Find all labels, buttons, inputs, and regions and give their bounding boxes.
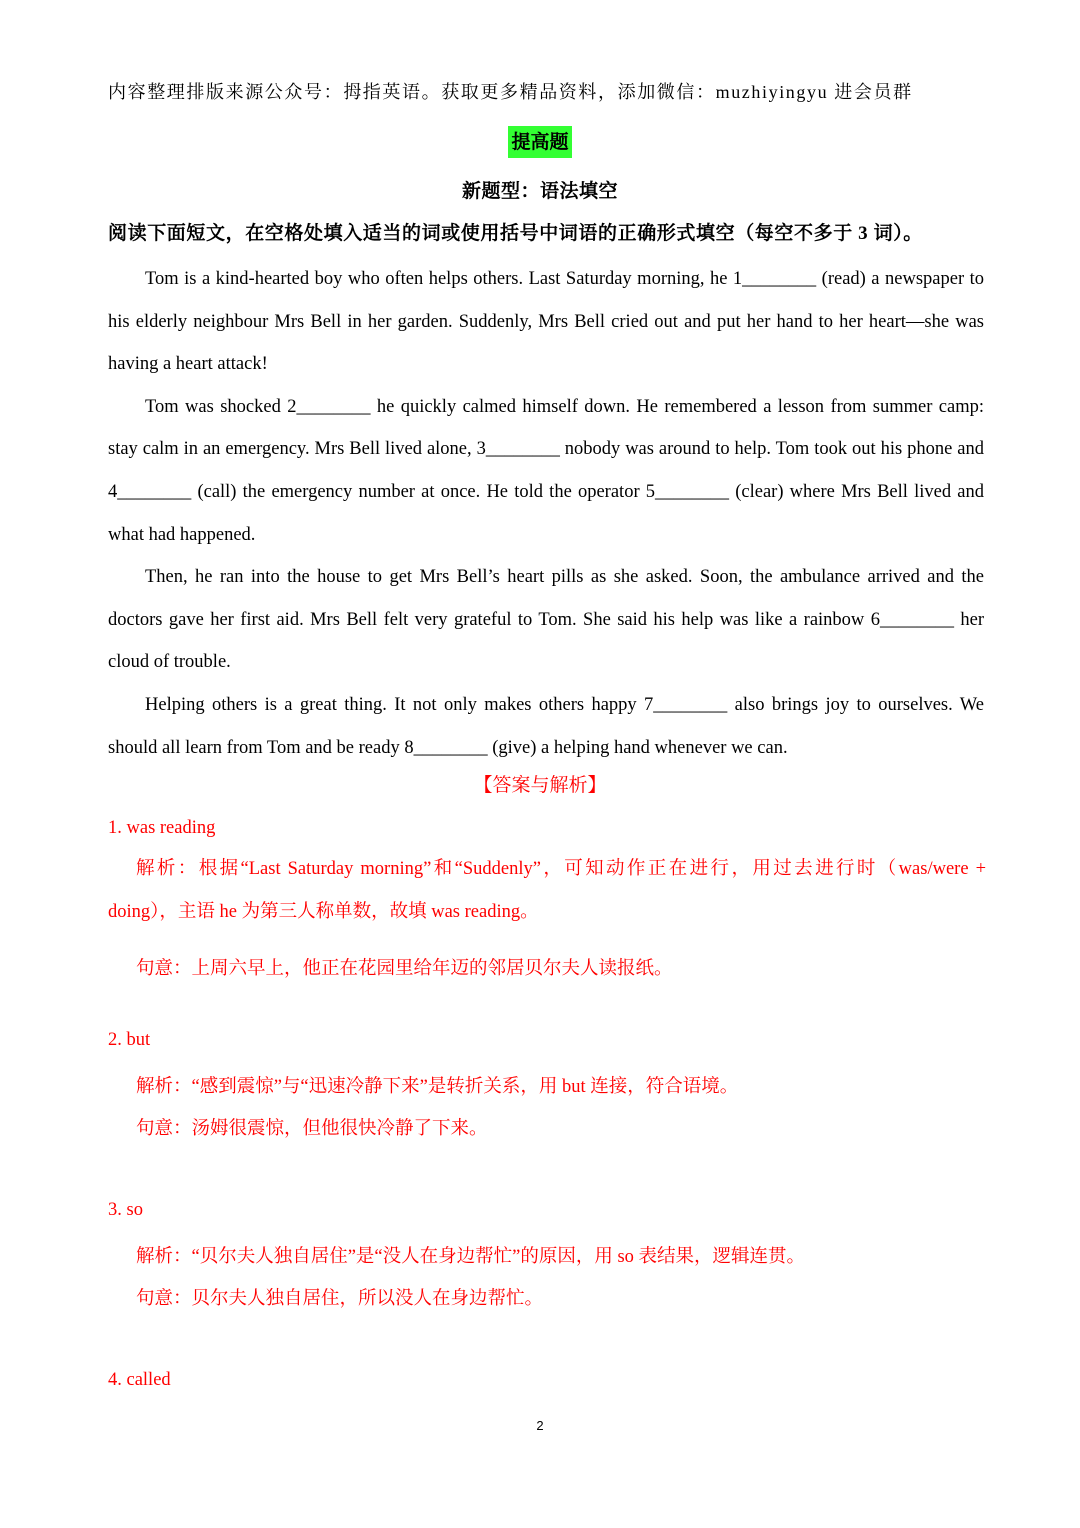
badge-wrapper — [0, 126, 1080, 158]
answer-meaning: 句意：贝尔夫人独自居住，所以没人在身边帮忙。 — [136, 1289, 544, 1309]
section-subtitle: 新题型：语法填空 — [461, 181, 618, 202]
answer-number: 2. but — [108, 1030, 151, 1050]
passage — [108, 258, 984, 769]
answer-number: 4. called — [108, 1370, 171, 1390]
instruction-text: 阅读下面短文，在空格处填入适当的词或使用括号中词语的正确形式填空（每空不多于 3 词）。 — [108, 223, 923, 244]
passage-paragraph: Helping others is a great thing. It not only makes others happy 7________ also brings joy to ourselves. We should all learn from Tom and be ready 8________ (give) a helping hand whenever we can. — [108, 694, 984, 758]
answer-meaning: 句意：汤姆很震惊，但他很快冷静了下来。 — [136, 1119, 488, 1139]
passage-paragraph: Tom was shocked 2________ he quickly calmed himself down. He remembered a lesson from summer camp: stay calm in an emergency. Mrs Bell lived alone, 3________ nobody was around to help. Tom took out his phone and 4________ (call) the emergency number at once. He told the operator 5________ (clear) where Mrs Bell lived and what had happened. — [108, 396, 984, 545]
passage-paragraph: Then, he ran into the house to get Mrs Bell’s heart pills as she asked. Soon, the ambulance arrived and the doctors gave her first aid. Mrs Bell felt very grateful to Tom. She said his help was like a rainbow 6________ her cloud of trouble. — [108, 567, 984, 673]
page-number: 2 — [536, 1418, 544, 1433]
answer-analysis: 解析：“贝尔夫人独自居住”是“没人在身边帮忙”的原因，用 so 表结果，逻辑连贯。 — [136, 1247, 806, 1267]
source-line: 内容整理排版来源公众号：拇指英语。获取更多精品资料，添加微信：muzhiyingyu 进会员群 — [108, 82, 913, 102]
passage-paragraph: Tom is a kind-hearted boy who often helps others. Last Saturday morning, he 1________ (read) a newspaper to his elderly neighbour Mrs Bell in her garden. Suddenly, Mrs Bell cried out and put her hand to her heart—she was having a heart attack! — [108, 269, 984, 375]
answer-analysis: 解析：根据“Last Saturday morning”和“Suddenly”，可知动作正在进行，用过去进行时（was/were + doing），主语 he 为第三人称单数，故填 was reading。 — [108, 859, 986, 922]
answer-number: 3. so — [108, 1200, 143, 1220]
answer-analysis: 解析：“感到震惊”与“迅速冷静下来”是转折关系，用 but 连接，符合语境。 — [136, 1077, 739, 1097]
answer-number: 1. was reading — [108, 818, 216, 838]
answer-meaning: 句意：上周六早上，他正在花园里给年迈的邻居贝尔夫人读报纸。 — [136, 959, 673, 979]
difficulty-badge: 提高题 — [508, 126, 571, 158]
answers-title: 【答案与解析】 — [473, 775, 607, 796]
